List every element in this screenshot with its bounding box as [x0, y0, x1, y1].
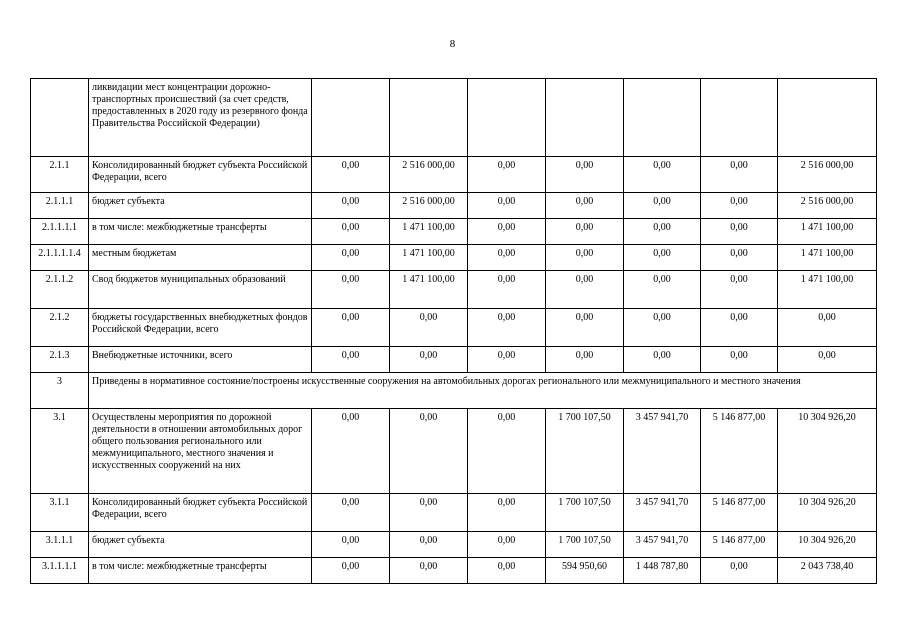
row-code: 3.1.1.1.1: [31, 558, 89, 584]
row-code: 3.1.1.1: [31, 532, 89, 558]
value-cell: 0,00: [312, 558, 390, 584]
value-cell: 0,00: [390, 309, 468, 347]
value-cell: [468, 79, 546, 157]
value-cell: 0,00: [624, 219, 701, 245]
value-cell: 0,00: [312, 219, 390, 245]
value-cell: 0,00: [312, 409, 390, 494]
value-cell: 0,00: [468, 558, 546, 584]
value-cell: 0,00: [701, 245, 778, 271]
row-code: 2.1.1.1: [31, 193, 89, 219]
value-cell: 10 304 926,20: [778, 494, 877, 532]
value-cell: 0,00: [390, 558, 468, 584]
row-name: Внебюджетные источники, всего: [89, 347, 312, 373]
value-cell: 2 043 738,40: [778, 558, 877, 584]
value-cell: 2 516 000,00: [778, 157, 877, 193]
value-cell: 0,00: [546, 309, 624, 347]
value-cell: 0,00: [312, 494, 390, 532]
row-name: Консолидированный бюджет субъекта Российской Федерации, всего: [89, 494, 312, 532]
value-cell: 0,00: [624, 245, 701, 271]
value-cell: 3 457 941,70: [624, 409, 701, 494]
value-cell: 594 950,60: [546, 558, 624, 584]
table-row: [31, 219, 877, 245]
value-cell: 1 471 100,00: [390, 219, 468, 245]
table-row: [31, 271, 877, 309]
row-code: 2.1.1.1.1.4: [31, 245, 89, 271]
value-cell: [778, 79, 877, 157]
value-cell: 5 146 877,00: [701, 532, 778, 558]
value-cell: 0,00: [312, 157, 390, 193]
value-cell: 5 146 877,00: [701, 409, 778, 494]
value-cell: 1 471 100,00: [778, 219, 877, 245]
value-cell: 2 516 000,00: [390, 193, 468, 219]
table-body: [31, 79, 877, 584]
value-cell: 0,00: [312, 245, 390, 271]
value-cell: [390, 79, 468, 157]
row-name: Консолидированный бюджет субъекта Российской Федерации, всего: [89, 157, 312, 193]
value-cell: 2 516 000,00: [390, 157, 468, 193]
table-row: [31, 157, 877, 193]
value-cell: 0,00: [312, 347, 390, 373]
value-cell: 3 457 941,70: [624, 494, 701, 532]
value-cell: 0,00: [468, 193, 546, 219]
row-code: 2.1.3: [31, 347, 89, 373]
value-cell: 1 471 100,00: [778, 271, 877, 309]
row-code: 2.1.1.1.1: [31, 219, 89, 245]
value-cell: 0,00: [546, 271, 624, 309]
value-cell: 0,00: [701, 309, 778, 347]
page-number: 8: [449, 38, 456, 50]
row-code: 3.1: [31, 409, 89, 494]
value-cell: 0,00: [546, 193, 624, 219]
value-cell: 0,00: [624, 193, 701, 219]
row-code: 2.1.1.2: [31, 271, 89, 309]
value-cell: 0,00: [624, 157, 701, 193]
table-row: [31, 347, 877, 373]
value-cell: 0,00: [468, 409, 546, 494]
row-name: бюджет субъекта: [89, 193, 312, 219]
value-cell: 0,00: [468, 494, 546, 532]
row-name: бюджет субъекта: [89, 532, 312, 558]
table-row: [31, 193, 877, 219]
row-code: 2.1.2: [31, 309, 89, 347]
value-cell: 0,00: [468, 245, 546, 271]
value-cell: 0,00: [546, 157, 624, 193]
value-cell: 0,00: [701, 347, 778, 373]
row-code: 3: [31, 373, 89, 409]
section-title: Приведены в нормативное состояние/построены искусственные сооружения на автомобильных дорогах регионального или межмуниципального и местного значения: [89, 373, 877, 409]
row-name: в том числе: межбюджетные трансферты: [89, 219, 312, 245]
value-cell: 0,00: [701, 193, 778, 219]
value-cell: 0,00: [701, 558, 778, 584]
value-cell: 1 700 107,50: [546, 532, 624, 558]
value-cell: [701, 79, 778, 157]
value-cell: 2 516 000,00: [778, 193, 877, 219]
value-cell: 0,00: [390, 532, 468, 558]
value-cell: 0,00: [390, 347, 468, 373]
value-cell: 0,00: [390, 409, 468, 494]
value-cell: 1 471 100,00: [390, 245, 468, 271]
value-cell: 0,00: [778, 347, 877, 373]
value-cell: 0,00: [468, 157, 546, 193]
value-cell: 3 457 941,70: [624, 532, 701, 558]
table-row: [31, 373, 877, 409]
value-cell: 0,00: [778, 309, 877, 347]
row-name: Свод бюджетов муниципальных образований: [89, 271, 312, 309]
value-cell: 0,00: [312, 309, 390, 347]
value-cell: 1 471 100,00: [390, 271, 468, 309]
value-cell: 0,00: [546, 245, 624, 271]
value-cell: 10 304 926,20: [778, 409, 877, 494]
value-cell: 0,00: [468, 219, 546, 245]
row-name: Осуществлены мероприятия по дорожной деятельности в отношении автомобильных дорог общего пользования регионального или межмуниципального, местного значения и искусственных сооружений на них: [89, 409, 312, 494]
value-cell: 0,00: [312, 271, 390, 309]
value-cell: 0,00: [701, 157, 778, 193]
value-cell: [312, 79, 390, 157]
value-cell: 0,00: [624, 347, 701, 373]
value-cell: 0,00: [312, 532, 390, 558]
table-row: [31, 494, 877, 532]
value-cell: 1 471 100,00: [778, 245, 877, 271]
value-cell: 0,00: [468, 347, 546, 373]
table-row: [31, 245, 877, 271]
row-code: [31, 79, 89, 157]
value-cell: 0,00: [468, 309, 546, 347]
value-cell: 0,00: [546, 219, 624, 245]
value-cell: 1 700 107,50: [546, 409, 624, 494]
value-cell: 0,00: [390, 494, 468, 532]
value-cell: 0,00: [468, 532, 546, 558]
row-code: 3.1.1: [31, 494, 89, 532]
row-name: в том числе: межбюджетные трансферты: [89, 558, 312, 584]
table-row: [31, 309, 877, 347]
row-code: 2.1.1: [31, 157, 89, 193]
row-name: местным бюджетам: [89, 245, 312, 271]
table-row: [31, 409, 877, 494]
value-cell: 10 304 926,20: [778, 532, 877, 558]
table-row: [31, 558, 877, 584]
row-name: бюджеты государственных внебюджетных фондов Российской Федерации, всего: [89, 309, 312, 347]
value-cell: 0,00: [701, 219, 778, 245]
value-cell: 0,00: [624, 271, 701, 309]
value-cell: 0,00: [701, 271, 778, 309]
value-cell: 0,00: [468, 271, 546, 309]
table-row: [31, 532, 877, 558]
value-cell: 1 448 787,80: [624, 558, 701, 584]
value-cell: 5 146 877,00: [701, 494, 778, 532]
budget-table: [30, 78, 877, 584]
value-cell: [624, 79, 701, 157]
value-cell: 0,00: [546, 347, 624, 373]
value-cell: 0,00: [312, 193, 390, 219]
value-cell: 1 700 107,50: [546, 494, 624, 532]
value-cell: [546, 79, 624, 157]
table-row: [31, 79, 877, 157]
row-name: ликвидации мест концентрации дорожно-транспортных происшествий (за счет средств, предоставленных в 2020 году из резервного фонда Правительства Российской Федерации): [89, 79, 312, 157]
value-cell: 0,00: [624, 309, 701, 347]
